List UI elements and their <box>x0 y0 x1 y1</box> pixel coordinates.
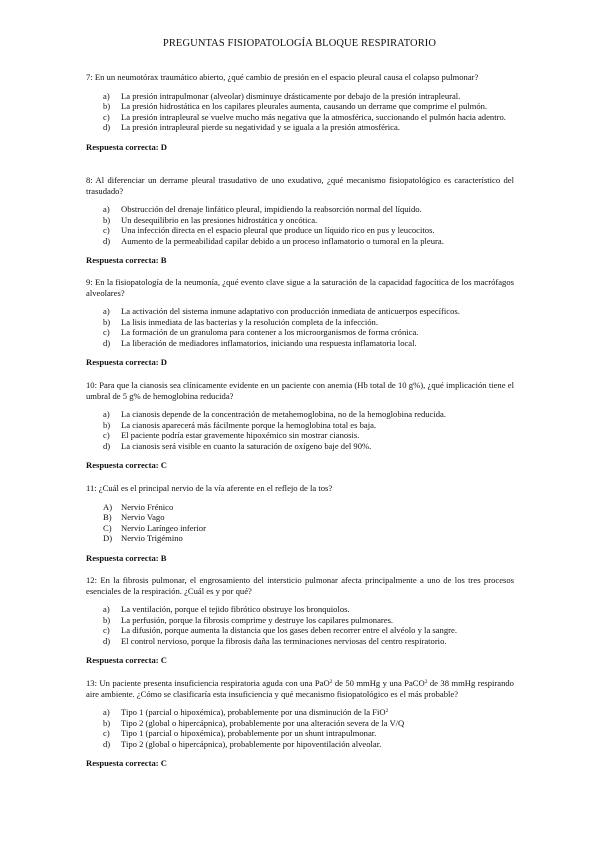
option-key: d) <box>103 738 111 749</box>
question-text-part: 13: Un paciente presenta insuficiencia respiratoria aguda con una PaO <box>86 678 330 688</box>
option-text: Nervio Frénico <box>121 501 174 512</box>
subscript-2: 2 <box>385 708 389 714</box>
option-item <box>86 91 514 102</box>
answer-value: D <box>160 357 167 367</box>
answer-value: C <box>160 655 167 665</box>
answer-line <box>86 758 514 769</box>
question-text-part: de 50 mmHg y una PaCO <box>332 678 425 688</box>
option-text: Tipo 2 (global o hipercápnica), probablemente por una alteración severa de la V/Q <box>121 717 405 728</box>
answer-value: D <box>160 141 167 152</box>
answer-label: Respuesta correcta: <box>86 357 159 367</box>
option-item <box>86 512 514 523</box>
option-item <box>86 101 514 112</box>
page-title: PREGUNTAS FISIOPATOLOGÍA BLOQUE RESPIRATORIO <box>162 38 437 49</box>
option-text: Nervio Vago <box>121 512 165 522</box>
option-item <box>86 420 514 431</box>
option-text: La lisis inmediata de las bacterias y la resolución completa de la infección. <box>121 316 378 327</box>
option-item <box>86 707 514 718</box>
option-text: Nervio Laríngeo inferior <box>121 522 206 533</box>
answer-label: Respuesta correcta: <box>86 758 159 768</box>
option-key: a) <box>103 409 110 419</box>
option-item <box>86 718 514 729</box>
option-key: c) <box>103 728 110 738</box>
option-text: Aumento de la permeabilidad capilar debido a un proceso inflamatorio o tumoral en la pleura. <box>121 235 444 246</box>
option-item <box>86 122 514 133</box>
option-item <box>86 409 514 420</box>
option-key: c) <box>103 327 110 337</box>
option-key: b) <box>103 614 111 625</box>
option-item <box>86 625 514 636</box>
question-block-8 <box>86 175 514 266</box>
answer-line <box>86 553 514 564</box>
option-item <box>86 317 514 328</box>
option-text: La perfusión, porque la fibrosis comprime y destruye los capilares pulmonares. <box>121 614 394 625</box>
option-item <box>86 215 514 226</box>
question-block-12 <box>86 575 514 666</box>
answer-line <box>86 655 514 666</box>
answer-label: Respuesta correcta: <box>86 655 159 665</box>
question-block-11 <box>86 483 514 563</box>
option-item <box>86 204 514 215</box>
option-list <box>86 502 514 544</box>
option-key: a) <box>103 204 110 214</box>
question-block-9 <box>86 277 514 368</box>
option-text: La cianosis será visible en cuanto la saturación de oxígeno baje del 90%. <box>121 440 372 451</box>
option-item <box>86 533 514 544</box>
option-text: La presión hidrostática en los capilares pleurales aumenta, causando un derrame que comprime el pulmón. <box>121 101 488 111</box>
option-item <box>86 523 514 534</box>
subscript-2: 2 <box>329 679 333 685</box>
option-item <box>86 636 514 647</box>
option-text: El control nervioso, porque la fibrosis daña las terminaciones nerviosas del centro respiratorio. <box>121 635 447 646</box>
answer-line <box>86 357 514 368</box>
option-key: b) <box>103 717 111 728</box>
answer-label: Respuesta correcta: <box>86 141 159 152</box>
option-text: La formación de un granuloma para contener a los microorganismos de forma crónica. <box>121 327 419 337</box>
option-text: Obstrucción del drenaje linfático pleural, impidiendo la reabsorción normal del líquido. <box>121 204 422 214</box>
option-item <box>86 728 514 739</box>
option-key: a) <box>103 707 110 717</box>
option-list <box>86 204 514 246</box>
question-text: 12: En la fibrosis pulmonar, el engrosamiento del intersticio pulmonar afecta principalmente a uno de los tres procesos esenciales de la respiración. ¿Cuál es y por qué? <box>86 575 514 596</box>
option-text: Un desequilibrio en las presiones hidrostática y oncótica. <box>121 214 318 225</box>
option-key: C) <box>103 522 112 533</box>
option-list <box>86 604 514 646</box>
question-text-part: de 38 mmHg respirando aire ambiente. ¿Cómo se clasificaría esta insuficiencia y qué mecanismo fisiopatológico es el más probable? <box>86 678 514 699</box>
option-list <box>86 91 514 133</box>
option-text: La activación del sistema inmune adaptativo con producción inmediata de anticuerpos específicos. <box>121 306 460 316</box>
option-key: b) <box>103 419 111 430</box>
option-list <box>86 409 514 451</box>
option-item <box>86 338 514 349</box>
question-block-10 <box>86 380 514 471</box>
option-item <box>86 604 514 615</box>
option-key: A) <box>103 501 113 512</box>
option-item <box>86 441 514 452</box>
option-key: d) <box>103 235 111 246</box>
option-item <box>86 306 514 317</box>
option-text: Tipo 1 (parcial o hipoxémica), probablemente por un shunt intrapulmonar. <box>121 728 377 738</box>
option-text: Nervio Trigémino <box>121 533 183 543</box>
option-item <box>86 502 514 513</box>
option-key: d) <box>103 122 111 132</box>
question-block-7 <box>86 72 514 152</box>
subscript-2: 2 <box>424 679 428 685</box>
option-key: d) <box>103 337 111 348</box>
option-text: La ventilación, porque el tejido fibrótico obstruye los bronquiolos. <box>121 604 350 614</box>
option-text: La presión intrapleural pierde su negatividad y se iguala a la presión atmosférica. <box>121 122 400 132</box>
option-key: b) <box>103 101 111 111</box>
option-list <box>86 707 514 749</box>
option-text: La difusión, porque aumenta la distancia que los gases deben recorrer entre el alvéolo y la sangre. <box>121 625 457 635</box>
question-text: 11: ¿Cuál es el principal nervio de la vía aferente en el reflejo de la tos? <box>86 483 333 493</box>
question-text: 8: Al diferenciar un derrame pleural trasudativo de uno exudativo, ¿qué mecanismo fisiopatológico es característico del trasudado? <box>86 175 514 196</box>
option-key: a) <box>103 306 110 316</box>
answer-value: B <box>160 552 167 563</box>
option-text: La liberación de mediadores inflamatorios, iniciando una respuesta inflamatoria local. <box>121 337 417 348</box>
answer-label: Respuesta correcta: <box>86 552 159 563</box>
question-text <box>86 678 514 699</box>
option-key: B) <box>103 512 112 522</box>
option-text: Tipo 1 (parcial o hipoxémica), probablemente por una disminución de la FiO <box>121 707 386 717</box>
option-key: D) <box>103 533 113 543</box>
option-item <box>86 225 514 236</box>
option-item <box>86 236 514 247</box>
option-key: d) <box>103 635 111 646</box>
answer-label: Respuesta correcta: <box>86 460 159 470</box>
option-text: La presión intrapleural se vuelve mucho más negativa que la atmosférica, succionando el pulmón hacia adentro. <box>121 111 506 122</box>
answer-label: Respuesta correcta: <box>86 255 159 265</box>
answer-value: C <box>160 460 167 470</box>
question-text: 7: En un neumotórax traumático abierto, ¿qué cambio de presión en el espacio pleural causa el colapso pulmonar? <box>86 72 479 82</box>
option-item <box>86 112 514 123</box>
option-item <box>86 430 514 441</box>
option-key: c) <box>103 111 110 122</box>
option-key: a) <box>103 604 110 614</box>
option-text: El paciente podría estar gravemente hipoxémico sin mostrar cianosis. <box>121 430 360 440</box>
question-text: 9: En la fisiopatología de la neumonía, ¿qué evento clave sigue a la saturación de la capacidad fagocítica de los macrófagos alveolares? <box>86 277 514 298</box>
answer-value: B <box>160 255 167 265</box>
option-item <box>86 327 514 338</box>
answer-value: C <box>160 758 167 768</box>
option-key: b) <box>103 214 111 225</box>
question-block-13 <box>86 678 514 769</box>
option-key: c) <box>103 430 110 440</box>
option-item <box>86 739 514 750</box>
option-text: La cianosis depende de la concentración de metahemoglobina, no de la hemoglobina reducida. <box>121 409 447 419</box>
option-text: Una infección directa en el espacio pleural que produce un líquido rico en pus y leucocitos. <box>121 225 435 235</box>
option-item <box>86 615 514 626</box>
option-list <box>86 306 514 348</box>
answer-line <box>86 142 514 153</box>
option-key: a) <box>103 90 110 101</box>
option-key: b) <box>103 316 111 327</box>
question-text: 10: Para que la cianosis sea clínicamente evidente en un paciente con anemia (Hb total de 10 g%), ¿qué implicación tiene el umbral de 5 g% de hemoglobina reducida? <box>86 380 514 401</box>
option-text: La cianosis aparecerá más fácilmente porque la hemoglobina total es baja. <box>121 419 377 430</box>
answer-line <box>86 460 514 471</box>
answer-line <box>86 255 514 266</box>
option-text: La presión intrapulmonar (alveolar) disminuye drásticamente por debajo de la presión intrapleural. <box>121 90 461 101</box>
option-key: d) <box>103 440 111 451</box>
option-key: c) <box>103 625 110 635</box>
option-text: Tipo 2 (global o hipercápnica), probablemente por hipoventilación alveolar. <box>121 738 382 749</box>
option-key: c) <box>103 225 110 235</box>
